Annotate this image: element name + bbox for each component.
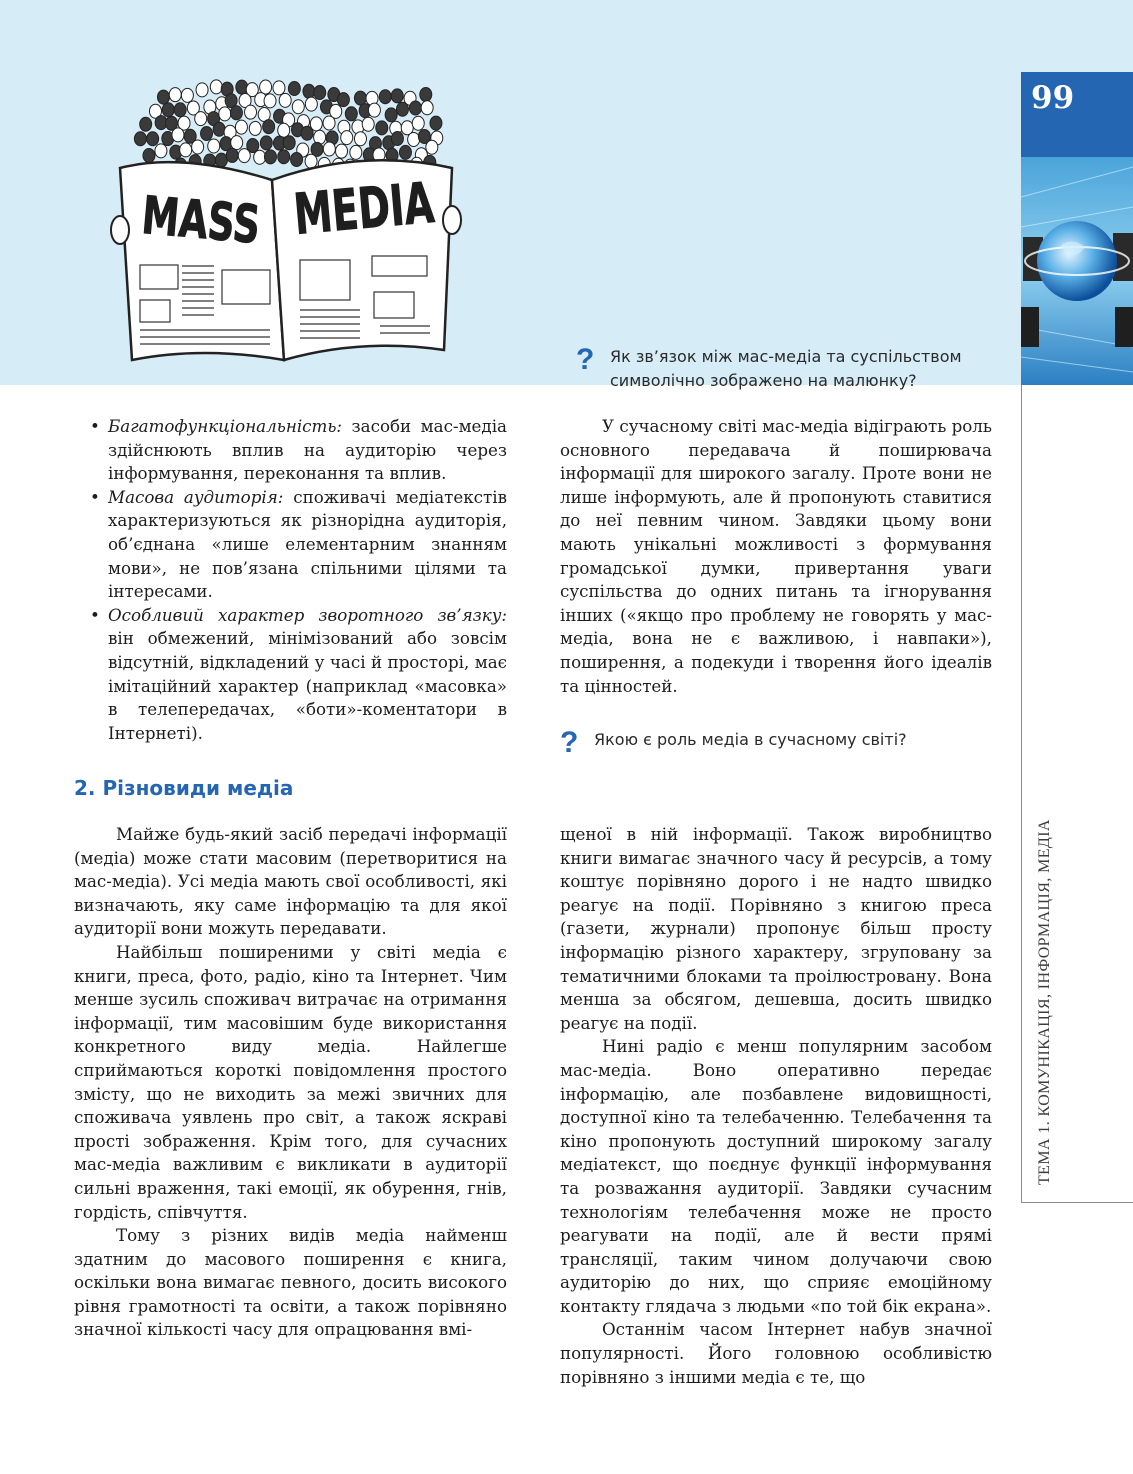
mass-heading: MASS: [139, 185, 309, 260]
body-paragraph: Найбільш поширеними у світі медіа є книги, преса, фото, радіо, кіно та Інтернет. Чим менше зусиль споживач витрачає на отримання інформації, тим масовішим буде використання конкретного виду медіа. Найлегше сприймаються короткі повідомлення простого змісту, що не виходить за межі звичних для споживача уявлень про світ, а також яскраві прості зображення. Крім того, для сучасних мас-медіа важливим є викликати в аудиторії сильні враження, такі емоції, як обурення, гнів, гордість, співчуття.: [74, 941, 507, 1222]
left-body: [74, 823, 507, 1342]
section-heading: 2. Різновиди медіа: [74, 776, 294, 800]
side-divider: [1021, 385, 1022, 1203]
body-paragraph: Нині радіо є менш популярним засобом мас-медіа. Воно оперативно передає інформацію, але позбавлене видовищності, доступної кіно та телебаченню. Телебачення та кіно пропонують доступний широкому загалу медіатекст, що поєднує функції інформування та розважання аудиторії. Завдяки сучасним технологіям телебачення може не просто реагувати на події, але й вести прямі трансляції, таким чином долучаючи свою аудиторію до них, що сприяє емоційному контакту глядача з людьми «по той бік екрана».: [560, 1036, 992, 1316]
bullet-section: [90, 415, 507, 745]
media-heading: MEDIA: [291, 165, 501, 248]
question-1-line-1: Як зв’язок між мас-медіа та суспільством: [610, 347, 962, 366]
list-item: • Особливий характер зворотного зв’язку: він обмежений, мінімізований або зовсім відсутній, відкладений у часі й просторі, має імітаційний характер (наприклад «масовка» в телепередачах, «боти»-коментатори в Інтернеті).: [90, 604, 507, 746]
feature-list: [90, 415, 507, 745]
list-item: • Масова аудиторія: споживачі медіатекстів характеризуються як різнорідна аудиторія, об’єднана «лише елементарним знанням мови», не пов’язана спільними цілями та інтересами.: [90, 486, 507, 604]
question-block-2: [560, 728, 907, 758]
intro-paragraph-block: [560, 415, 992, 698]
list-item: • Багатофункціональність: засоби мас-медіа здійснюють вплив на аудиторію через інформування, переконання та вплив.: [90, 415, 507, 486]
mass-media-illustration: [62, 60, 502, 385]
body-paragraph: Майже будь-який засіб передачі інформації (медіа) може стати масовим (перетворитися на мас-медіа). Усі медіа мають свої особливості, які визначають, яку саме інформацію та для якої аудиторії вони можуть передавати.: [74, 824, 507, 939]
body-paragraph: У сучасному світі мас-медіа відіграють роль основного передавача й поширювача інформації для широкого загалу. Проте вони не лише інформують, але й пропонують ставитися до неї певним чином. Завдяки цьому вони мають унікальні можливості з формування громадської думки, привертання уваги суспільства до одних питань та ігнорування інших («якщо про проблему не говорять у мас-медіа, вона не є важливою, і навпаки»), поширення, а подекуди і творення його ідеалів та цінностей.: [560, 416, 992, 696]
body-paragraph: Тому з різних видів медіа найменш здатним до масового поширення є книга, оскільки вона вимагає певного, досить високого рівня грамотності та освіти, а також порівняно значної кількості часу для опрацювання вмі-: [74, 1225, 507, 1340]
question-1-line-2: символічно зображено на малюнку?: [610, 371, 917, 390]
globe-icon: [1021, 157, 1133, 385]
question-icon: ?: [560, 726, 579, 759]
page-number: 99: [1031, 80, 1075, 116]
right-body: [560, 823, 992, 1389]
question-block-1: [576, 345, 1010, 393]
question-icon: ?: [576, 343, 595, 376]
body-paragraph: щеної в ній інформації. Також виробництво книги вимагає значного часу й ресурсів, а тому коштує порівняно дорого і не надто швидко реагує на події. Порівняно з книгою преса (газети, журнали) пропонує більш просту інформацію різного характеру, згруповану за тематичними блоками та проілюстровану. Вона менша за обсягом, дешевша, досить швидко реагує на події.: [560, 824, 992, 1033]
body-paragraph: Останнім часом Інтернет набув значної популярності. Його головною особливістю порівняно з іншими медіа є те, що: [560, 1319, 992, 1387]
question-2-text: Якою є роль медіа в сучасному світі?: [594, 730, 907, 749]
topic-caption: ТЕМА 1. КОМУНІКАЦІЯ, ІНФОРМАЦІЯ, МЕДІА: [1036, 819, 1053, 1185]
side-divider-foot: [1021, 1202, 1133, 1203]
